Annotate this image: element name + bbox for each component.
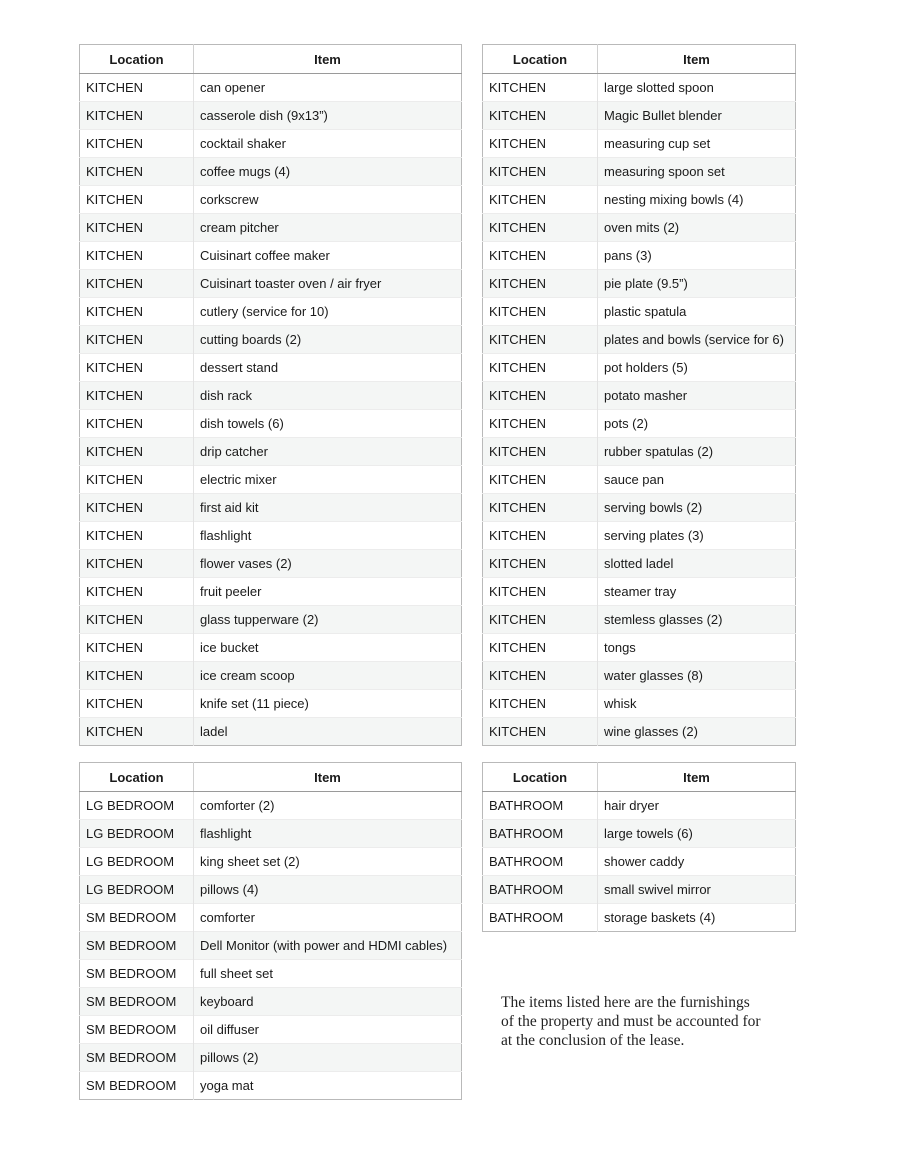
item-cell: potato masher (598, 382, 796, 410)
lease-note-line-2: of the property and must be accounted for (501, 1013, 761, 1030)
table-header-row (80, 763, 462, 792)
table-row (483, 270, 796, 298)
table-row (483, 326, 796, 354)
table-row (80, 1072, 462, 1100)
item-cell: Dell Monitor (with power and HDMI cables) (194, 932, 462, 960)
table-row (483, 158, 796, 186)
item-cell: measuring spoon set (598, 158, 796, 186)
location-cell: KITCHEN (483, 242, 598, 270)
table-row (80, 690, 462, 718)
location-cell: KITCHEN (80, 494, 194, 522)
item-cell: flashlight (194, 820, 462, 848)
item-cell: wine glasses (2) (598, 718, 796, 746)
item-cell: pillows (4) (194, 876, 462, 904)
item-cell: Magic Bullet blender (598, 102, 796, 130)
item-cell: nesting mixing bowls (4) (598, 186, 796, 214)
location-cell: KITCHEN (80, 466, 194, 494)
item-cell: cutting boards (2) (194, 326, 462, 354)
item-cell: corkscrew (194, 186, 462, 214)
table-row (80, 1044, 462, 1072)
location-cell: BATHROOM (483, 792, 598, 820)
location-cell: BATHROOM (483, 848, 598, 876)
location-cell: KITCHEN (483, 550, 598, 578)
table-row (80, 960, 462, 988)
location-cell: KITCHEN (483, 130, 598, 158)
location-cell: LG BEDROOM (80, 848, 194, 876)
table-row (80, 988, 462, 1016)
item-cell: king sheet set (2) (194, 848, 462, 876)
location-cell: KITCHEN (80, 718, 194, 746)
location-cell: KITCHEN (80, 130, 194, 158)
location-column-header: Location (80, 763, 194, 792)
location-cell: SM BEDROOM (80, 1016, 194, 1044)
location-cell: KITCHEN (483, 74, 598, 102)
bedroom-inventory-table (79, 762, 462, 1100)
bathroom-inventory-table (482, 762, 796, 932)
item-cell: cream pitcher (194, 214, 462, 242)
location-cell: LG BEDROOM (80, 876, 194, 904)
location-cell: KITCHEN (80, 242, 194, 270)
table-row (80, 578, 462, 606)
item-cell: full sheet set (194, 960, 462, 988)
location-cell: KITCHEN (80, 634, 194, 662)
item-cell: cocktail shaker (194, 130, 462, 158)
table-header-row (483, 763, 796, 792)
table-row (80, 904, 462, 932)
lease-note-line-1: The items listed here are the furnishings (501, 994, 750, 1011)
table-row (483, 578, 796, 606)
table-row (80, 214, 462, 242)
table-row (483, 466, 796, 494)
item-cell: stemless glasses (2) (598, 606, 796, 634)
location-cell: SM BEDROOM (80, 1072, 194, 1100)
table-row (80, 158, 462, 186)
table-row (80, 438, 462, 466)
location-cell: KITCHEN (80, 214, 194, 242)
item-cell: storage baskets (4) (598, 904, 796, 932)
lease-note-line-3: at the conclusion of the lease. (501, 1032, 685, 1049)
item-cell: knife set (11 piece) (194, 690, 462, 718)
location-cell: LG BEDROOM (80, 820, 194, 848)
item-column-header: Item (194, 763, 462, 792)
item-cell: Cuisinart toaster oven / air fryer (194, 270, 462, 298)
location-cell: KITCHEN (80, 410, 194, 438)
table-row (80, 1016, 462, 1044)
item-cell: coffee mugs (4) (194, 158, 462, 186)
table-row (483, 214, 796, 242)
table-header-row (483, 45, 796, 74)
table-row (80, 102, 462, 130)
location-cell: KITCHEN (483, 578, 598, 606)
table-row (483, 820, 796, 848)
location-cell: KITCHEN (80, 438, 194, 466)
table-header-row (80, 45, 462, 74)
location-cell: KITCHEN (80, 606, 194, 634)
location-cell: KITCHEN (483, 494, 598, 522)
table-row (483, 606, 796, 634)
location-cell: KITCHEN (80, 74, 194, 102)
item-cell: pans (3) (598, 242, 796, 270)
location-cell: KITCHEN (483, 158, 598, 186)
item-cell: pie plate (9.5”) (598, 270, 796, 298)
item-cell: flashlight (194, 522, 462, 550)
table-row (80, 466, 462, 494)
item-cell: shower caddy (598, 848, 796, 876)
location-cell: KITCHEN (483, 634, 598, 662)
lease-note (501, 993, 801, 1050)
item-cell: rubber spatulas (2) (598, 438, 796, 466)
location-cell: KITCHEN (483, 326, 598, 354)
location-cell: KITCHEN (483, 438, 598, 466)
table-row (483, 904, 796, 932)
table-row (80, 718, 462, 746)
item-cell: plastic spatula (598, 298, 796, 326)
location-cell: KITCHEN (80, 690, 194, 718)
table-row (80, 792, 462, 820)
table-row (483, 662, 796, 690)
location-cell: SM BEDROOM (80, 904, 194, 932)
location-column-header: Location (483, 763, 598, 792)
item-cell: flower vases (2) (194, 550, 462, 578)
table-row (483, 690, 796, 718)
table-row (80, 130, 462, 158)
kitchen-inventory-table-1 (79, 44, 462, 746)
table-row (483, 634, 796, 662)
location-cell: LG BEDROOM (80, 792, 194, 820)
item-cell: serving bowls (2) (598, 494, 796, 522)
location-cell: KITCHEN (80, 662, 194, 690)
item-column-header: Item (598, 45, 796, 74)
item-cell: ice bucket (194, 634, 462, 662)
item-cell: pot holders (5) (598, 354, 796, 382)
location-cell: KITCHEN (80, 550, 194, 578)
table-row (483, 410, 796, 438)
location-cell: KITCHEN (483, 606, 598, 634)
table-row (483, 186, 796, 214)
location-cell: KITCHEN (80, 298, 194, 326)
location-column-header: Location (80, 45, 194, 74)
table-row (80, 820, 462, 848)
location-cell: KITCHEN (483, 214, 598, 242)
table-row (483, 382, 796, 410)
location-cell: KITCHEN (80, 382, 194, 410)
table-row (483, 876, 796, 904)
location-cell: KITCHEN (483, 298, 598, 326)
location-cell: KITCHEN (483, 382, 598, 410)
location-cell: KITCHEN (80, 102, 194, 130)
table-row (80, 522, 462, 550)
location-cell: BATHROOM (483, 904, 598, 932)
location-cell: KITCHEN (80, 578, 194, 606)
item-cell: hair dryer (598, 792, 796, 820)
item-cell: ladel (194, 718, 462, 746)
table-row (80, 494, 462, 522)
location-cell: KITCHEN (80, 354, 194, 382)
table-row (80, 932, 462, 960)
location-cell: KITCHEN (483, 522, 598, 550)
table-row (80, 270, 462, 298)
item-cell: electric mixer (194, 466, 462, 494)
table-row (80, 298, 462, 326)
table-row (483, 550, 796, 578)
table-row (483, 130, 796, 158)
item-cell: can opener (194, 74, 462, 102)
table-row (80, 410, 462, 438)
item-cell: casserole dish (9x13”) (194, 102, 462, 130)
location-cell: SM BEDROOM (80, 988, 194, 1016)
table-row (483, 74, 796, 102)
location-cell: KITCHEN (80, 186, 194, 214)
item-cell: pillows (2) (194, 1044, 462, 1072)
location-cell: KITCHEN (483, 102, 598, 130)
table-row (483, 242, 796, 270)
table-row (483, 718, 796, 746)
table-row (483, 792, 796, 820)
item-column-header: Item (598, 763, 796, 792)
item-cell: glass tupperware (2) (194, 606, 462, 634)
table-row (80, 354, 462, 382)
item-cell: pots (2) (598, 410, 796, 438)
item-cell: plates and bowls (service for 6) (598, 326, 796, 354)
item-cell: comforter (194, 904, 462, 932)
table-row (483, 848, 796, 876)
item-cell: dish rack (194, 382, 462, 410)
location-cell: KITCHEN (483, 690, 598, 718)
table-row (80, 876, 462, 904)
location-column-header: Location (483, 45, 598, 74)
item-cell: measuring cup set (598, 130, 796, 158)
item-cell: drip catcher (194, 438, 462, 466)
item-cell: slotted ladel (598, 550, 796, 578)
table-row (80, 242, 462, 270)
table-row (80, 326, 462, 354)
table-row (483, 102, 796, 130)
item-cell: tongs (598, 634, 796, 662)
item-cell: large slotted spoon (598, 74, 796, 102)
item-cell: comforter (2) (194, 792, 462, 820)
item-cell: sauce pan (598, 466, 796, 494)
table-row (80, 382, 462, 410)
item-cell: oven mits (2) (598, 214, 796, 242)
item-cell: cutlery (service for 10) (194, 298, 462, 326)
table-row (483, 354, 796, 382)
kitchen-inventory-table-2 (482, 44, 796, 746)
table-row (483, 522, 796, 550)
item-cell: keyboard (194, 988, 462, 1016)
item-cell: serving plates (3) (598, 522, 796, 550)
item-cell: dessert stand (194, 354, 462, 382)
location-cell: KITCHEN (80, 270, 194, 298)
item-cell: steamer tray (598, 578, 796, 606)
item-cell: first aid kit (194, 494, 462, 522)
location-cell: KITCHEN (483, 354, 598, 382)
table-row (80, 550, 462, 578)
item-cell: ice cream scoop (194, 662, 462, 690)
location-cell: BATHROOM (483, 820, 598, 848)
location-cell: KITCHEN (483, 186, 598, 214)
location-cell: SM BEDROOM (80, 932, 194, 960)
table-row (80, 634, 462, 662)
location-cell: SM BEDROOM (80, 1044, 194, 1072)
location-cell: KITCHEN (80, 158, 194, 186)
table-row (483, 494, 796, 522)
item-cell: fruit peeler (194, 578, 462, 606)
location-cell: KITCHEN (483, 718, 598, 746)
table-row (80, 186, 462, 214)
item-cell: oil diffuser (194, 1016, 462, 1044)
location-cell: KITCHEN (80, 326, 194, 354)
location-cell: KITCHEN (483, 410, 598, 438)
location-cell: SM BEDROOM (80, 960, 194, 988)
item-cell: dish towels (6) (194, 410, 462, 438)
item-cell: water glasses (8) (598, 662, 796, 690)
location-cell: KITCHEN (483, 466, 598, 494)
location-cell: KITCHEN (80, 522, 194, 550)
location-cell: KITCHEN (483, 270, 598, 298)
item-cell: yoga mat (194, 1072, 462, 1100)
table-row (483, 298, 796, 326)
location-cell: KITCHEN (483, 662, 598, 690)
item-column-header: Item (194, 45, 462, 74)
table-row (80, 662, 462, 690)
table-row (80, 848, 462, 876)
item-cell: Cuisinart coffee maker (194, 242, 462, 270)
table-row (80, 606, 462, 634)
location-cell: BATHROOM (483, 876, 598, 904)
table-row (483, 438, 796, 466)
item-cell: whisk (598, 690, 796, 718)
table-row (80, 74, 462, 102)
item-cell: large towels (6) (598, 820, 796, 848)
item-cell: small swivel mirror (598, 876, 796, 904)
